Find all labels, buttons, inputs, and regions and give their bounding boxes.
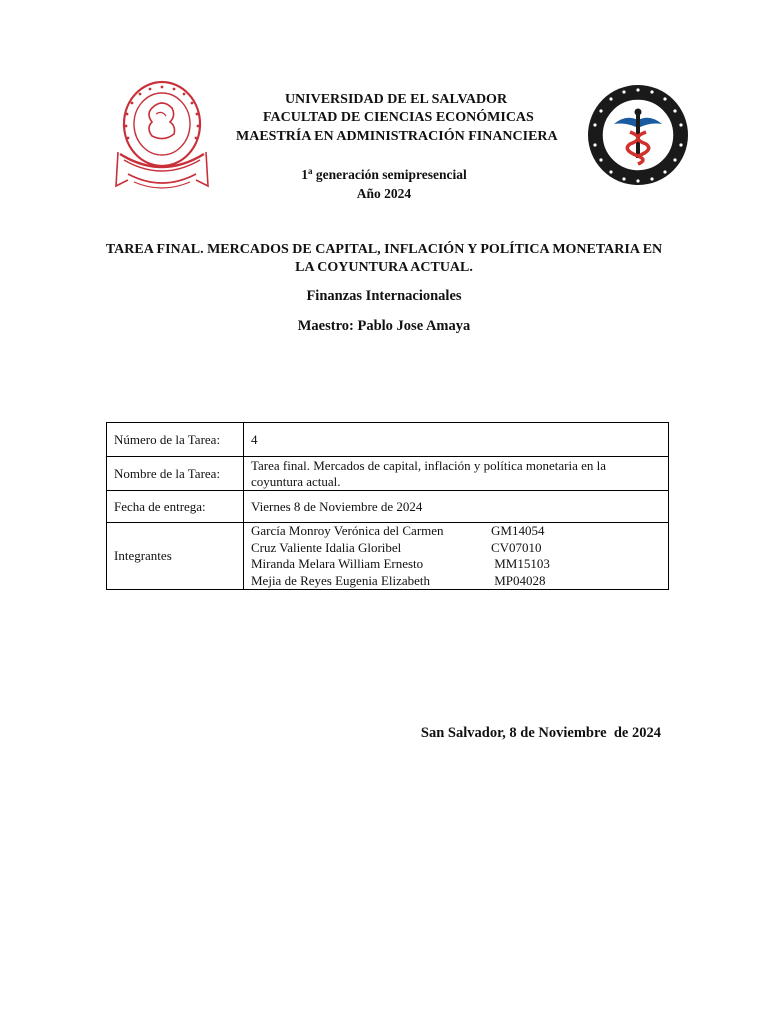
due-date-value: Viernes 8 de Noviembre de 2024 xyxy=(244,491,669,523)
task-name-label: Nombre de la Tarea: xyxy=(107,457,244,491)
member-name: Miranda Melara William Ernesto xyxy=(251,556,424,571)
faculty-name: FACULTAD DE CIENCIAS ECONÓMICAS xyxy=(263,110,534,125)
member-code: MP04028 xyxy=(491,572,546,588)
due-date-label: Fecha de entrega: xyxy=(107,491,244,523)
member-code: CV07010 xyxy=(491,539,542,555)
list-item xyxy=(251,540,661,557)
list-item xyxy=(251,556,661,573)
list-item xyxy=(251,523,661,540)
table-row xyxy=(107,423,669,457)
member-name: García Monroy Verónica del Carmen xyxy=(251,523,444,538)
generation-text: generación semipresencial xyxy=(312,167,467,182)
teacher-name: Maestro: Pablo Jose Amaya xyxy=(297,318,471,334)
place-and-date: San Salvador, 8 de Noviembre de 2024 xyxy=(420,725,661,741)
subject-name: Finanzas Internacionales xyxy=(306,288,462,304)
table-row xyxy=(107,457,669,491)
assignment-info-table xyxy=(106,422,669,590)
table-row xyxy=(107,523,669,590)
university-name: UNIVERSIDAD DE EL SALVADOR xyxy=(284,92,508,107)
list-item xyxy=(251,573,661,590)
task-name-value: Tarea final. Mercados de capital, inflación y política monetaria en la coyuntura actual. xyxy=(244,457,669,491)
members-label: Integrantes xyxy=(107,523,244,590)
member-name: Cruz Valiente Idalia Gloribel xyxy=(251,539,402,555)
year-line: Año 2024 xyxy=(356,186,412,201)
table-row xyxy=(107,491,669,523)
members-list xyxy=(244,523,669,590)
assignment-title: TAREA FINAL. MERCADOS DE CAPITAL, INFLACIÓN Y POLÍTICA MONETARIA EN LA COYUNTURA ACTUAL. xyxy=(105,242,663,275)
program-name: MAESTRÍA EN ADMINISTRACIÓN FINANCIERA xyxy=(236,129,558,144)
member-name: Mejia de Reyes Eugenia Elizabeth xyxy=(251,572,431,588)
generation-number: 1 xyxy=(301,167,308,182)
member-code: GM14054 xyxy=(491,523,545,538)
task-number-label: Número de la Tarea: xyxy=(107,423,244,457)
member-code: MM15103 xyxy=(491,556,550,571)
generation-ordinal: a xyxy=(308,166,313,176)
task-number-value: 4 xyxy=(244,423,669,457)
generation-line xyxy=(0,166,768,183)
